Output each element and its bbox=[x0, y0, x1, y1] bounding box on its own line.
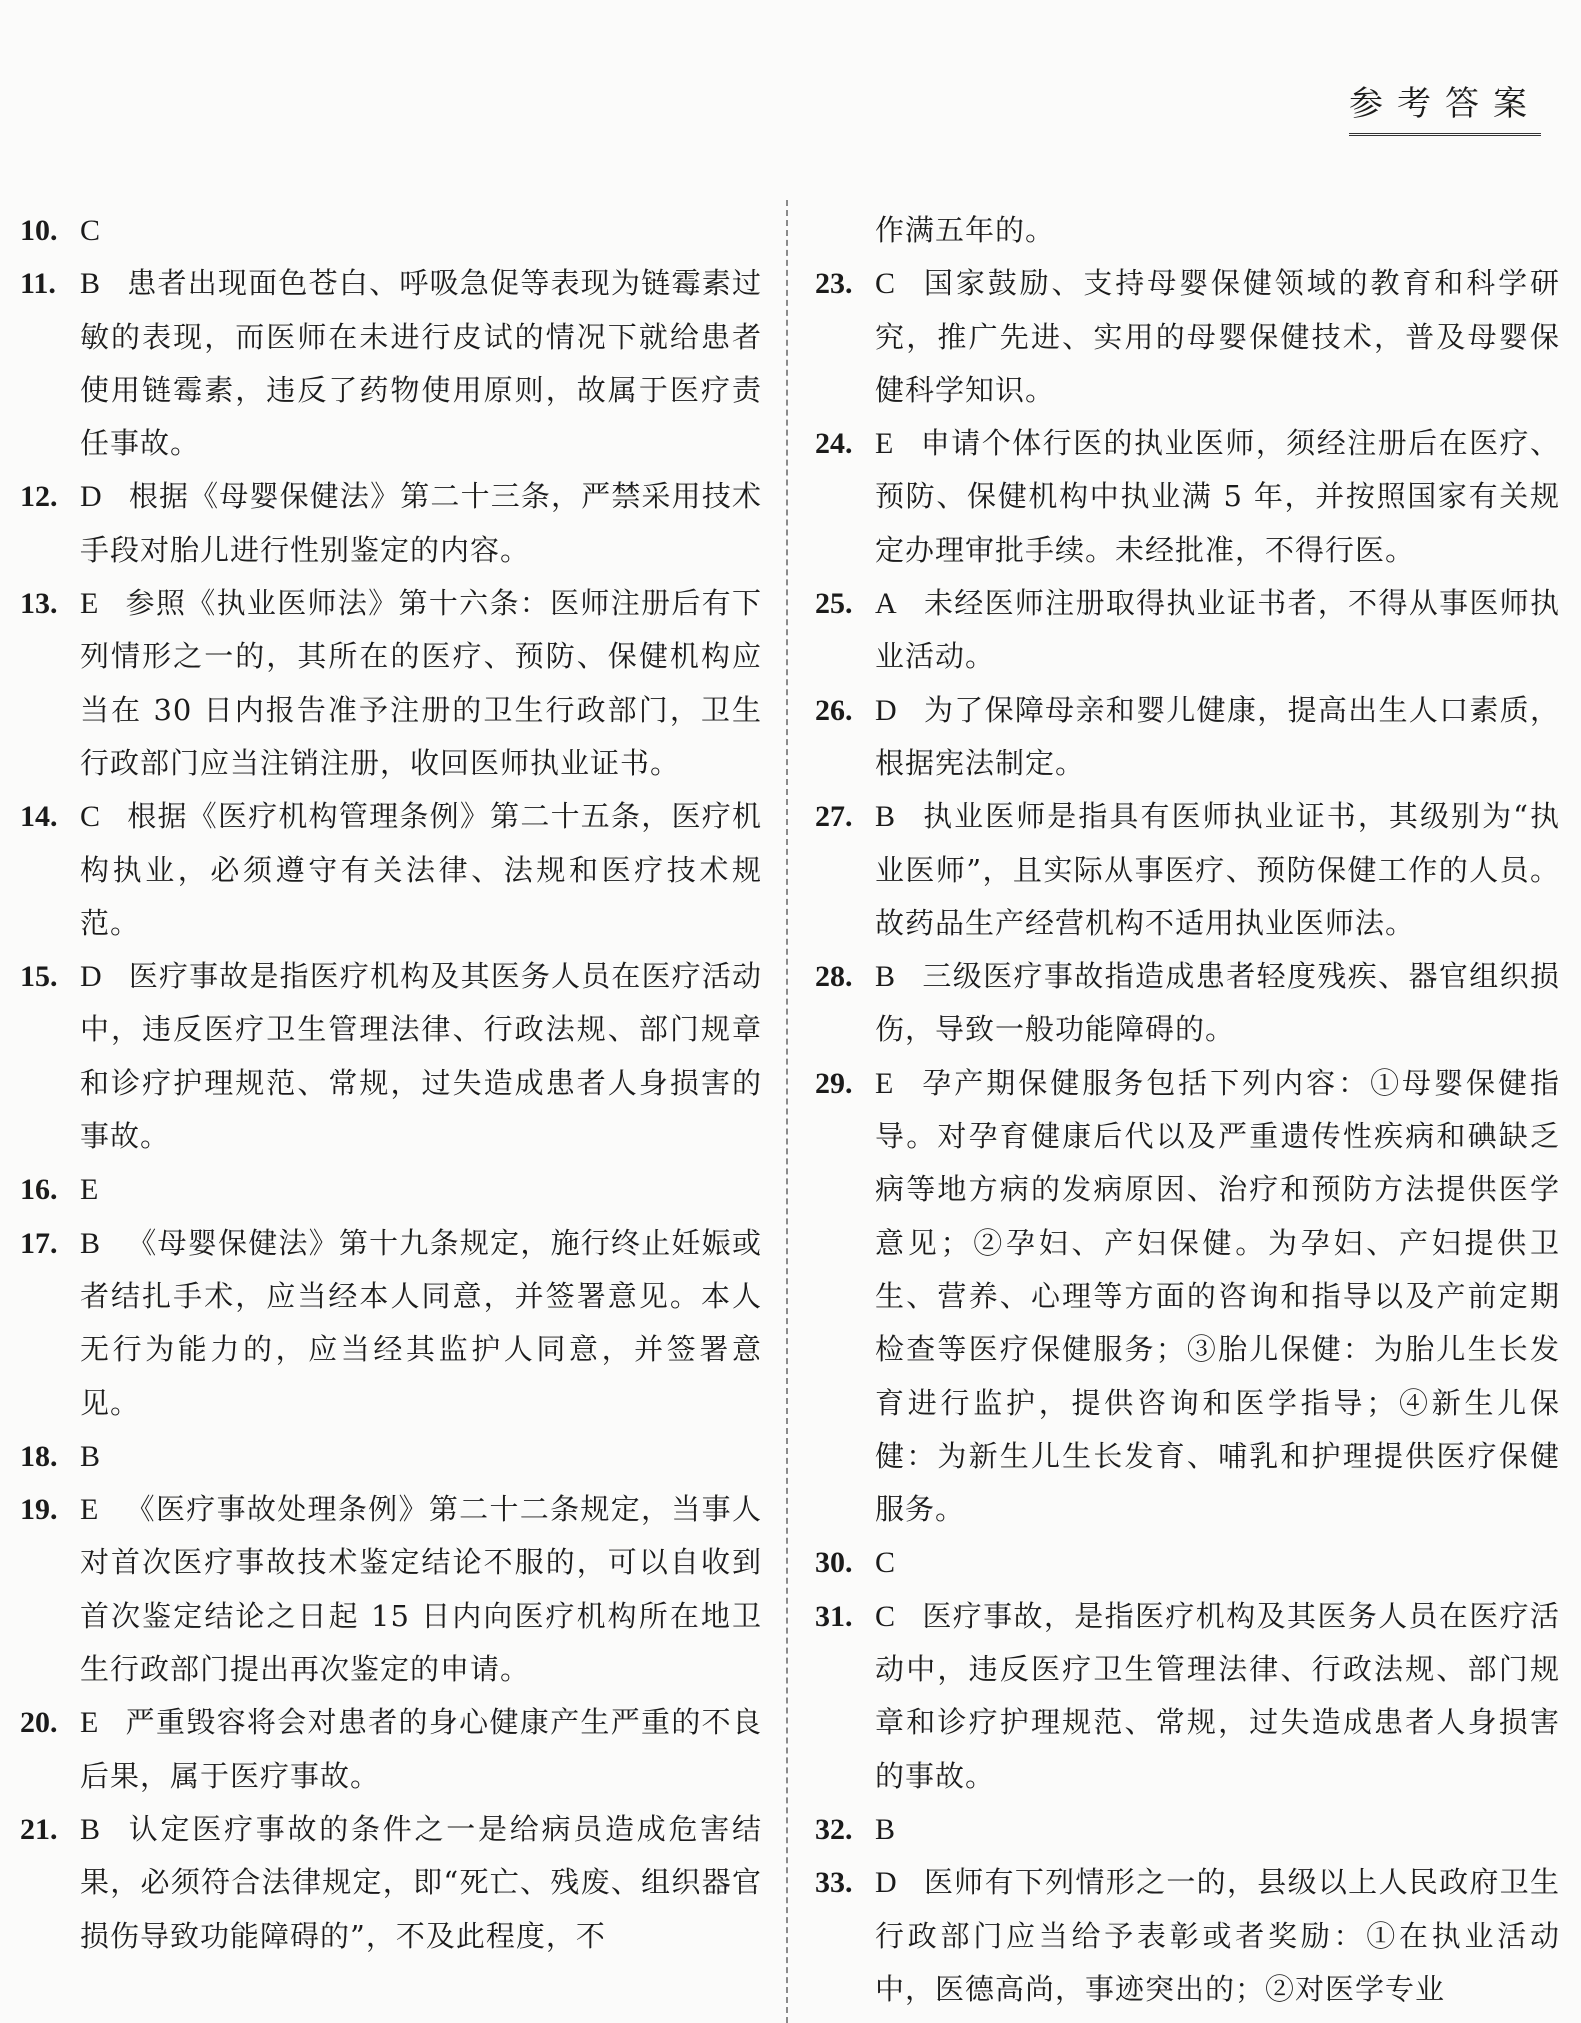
answer-item bbox=[20, 950, 762, 1163]
question-number: 31. bbox=[815, 1599, 853, 1633]
answer-body bbox=[80, 204, 762, 257]
answer-item bbox=[20, 1483, 762, 1696]
question-number: 33. bbox=[815, 1866, 853, 1900]
answer-body bbox=[80, 950, 762, 1163]
answer-letter: B bbox=[80, 267, 102, 301]
answer-body bbox=[875, 417, 1560, 577]
answer-body bbox=[80, 1696, 762, 1803]
explanation-text: 《医疗事故处理条例》第二十二条规定，当事人对首次医疗事故技术鉴定结论不服的，可以自收到首次鉴定结论之日起 15 日内向医疗机构所在地卫生行政部门提出再次鉴定的申请。 bbox=[80, 1492, 762, 1687]
answer-item bbox=[20, 1217, 762, 1430]
question-number: 21. bbox=[20, 1812, 58, 1846]
answer-item bbox=[815, 1856, 1560, 2016]
explanation-text: 参照《执业医师法》第十六条：医师注册后有下列情形之一的，其所在的医疗、预防、保健机构应当在 30 日内报告准予注册的卫生行政部门，卫生行政部门应当注销注册，收回医师执业证书。 bbox=[80, 586, 762, 780]
question-number: 19. bbox=[20, 1493, 58, 1527]
explanation-text: 患者出现面色苍白、呼吸急促等表现为链霉素过敏的表现，而医师在未进行皮试的情况下就给患者使用链霉素，违反了药物使用原则，故属于医疗责任事故。 bbox=[80, 266, 762, 461]
answer-body bbox=[875, 1590, 1560, 1803]
answer-item bbox=[20, 1696, 762, 1803]
answer-letter: B bbox=[80, 1812, 102, 1846]
question-number: 32. bbox=[815, 1812, 853, 1846]
question-number: 17. bbox=[20, 1226, 58, 1260]
answer-body bbox=[875, 950, 1560, 1057]
question-number: 26. bbox=[815, 693, 853, 727]
right-column bbox=[815, 204, 1560, 2016]
answer-item bbox=[20, 204, 762, 257]
question-number: 12. bbox=[20, 480, 58, 514]
answer-body bbox=[875, 577, 1560, 684]
answer-body bbox=[80, 1163, 762, 1216]
answer-item bbox=[815, 1803, 1560, 1856]
answer-letter: C bbox=[875, 267, 897, 301]
answer-item bbox=[20, 577, 762, 790]
explanation-text: 医疗事故，是指医疗机构及其医务人员在医疗活动中，违反医疗卫生管理法律、行政法规、部门规章和诊疗护理规范、常规，过失造成患者人身损害的事故。 bbox=[875, 1598, 1560, 1793]
answer-letter: C bbox=[875, 1599, 897, 1633]
answer-letter: B bbox=[875, 1812, 897, 1846]
explanation-text: 申请个体行医的执业医师，须经注册后在医疗、预防、保健机构中执业满 5 年，并按照国家有关规定办理审批手续。未经批准，不得行医。 bbox=[875, 426, 1560, 567]
answer-item bbox=[20, 1430, 762, 1483]
column-divider bbox=[786, 200, 788, 2023]
question-number: 25. bbox=[815, 587, 853, 621]
answer-body bbox=[80, 790, 762, 950]
answer-item bbox=[815, 1590, 1560, 1803]
explanation-text: 根据《母婴保健法》第二十三条，严禁采用技术手段对胎儿进行性别鉴定的内容。 bbox=[80, 479, 762, 567]
explanation-text: 医师有下列情形之一的，县级以上人民政府卫生行政部门应当给予表彰或者奖励：①在执业活动中，医德高尚，事迹突出的；②对医学专业 bbox=[875, 1865, 1560, 2006]
question-number: 15. bbox=[20, 960, 58, 994]
page-header: 参考答案 bbox=[1349, 76, 1541, 136]
question-number: 23. bbox=[815, 267, 853, 301]
explanation-text: 国家鼓励、支持母婴保健领域的教育和科学研究，推广先进、实用的母婴保健技术，普及母婴保健科学知识。 bbox=[875, 266, 1560, 407]
answer-body bbox=[875, 257, 1560, 417]
explanation-text: 根据《医疗机构管理条例》第二十五条，医疗机构执业，必须遵守有关法律、法规和医疗技术规范。 bbox=[80, 799, 762, 940]
question-number: 30. bbox=[815, 1546, 853, 1580]
answer-letter: B bbox=[80, 1439, 102, 1473]
answer-letter: B bbox=[80, 1226, 102, 1260]
answer-body bbox=[875, 790, 1560, 950]
question-number: 27. bbox=[815, 800, 853, 834]
question-number: 24. bbox=[815, 427, 853, 461]
answer-body bbox=[80, 1430, 762, 1483]
question-number: 13. bbox=[20, 587, 58, 621]
question-number: 18. bbox=[20, 1439, 58, 1473]
question-number: 16. bbox=[20, 1173, 58, 1207]
answer-letter: A bbox=[875, 587, 898, 621]
question-number: 28. bbox=[815, 960, 853, 994]
answer-letter: C bbox=[80, 800, 102, 834]
answer-letter: B bbox=[875, 960, 897, 994]
question-number: 29. bbox=[815, 1066, 853, 1100]
answer-item bbox=[20, 257, 762, 470]
question-number: 20. bbox=[20, 1706, 58, 1740]
answer-item bbox=[815, 790, 1560, 950]
continuation-text: 作满五年的。 bbox=[875, 213, 1056, 247]
question-number: 11. bbox=[20, 267, 56, 301]
explanation-text: 执业医师是指具有医师执业证书，其级别为“执业医师”，且实际从事医疗、预防保健工作的人员。故药品生产经营机构不适用执业医师法。 bbox=[875, 799, 1560, 940]
answer-letter: E bbox=[80, 1173, 100, 1207]
answer-letter: C bbox=[875, 1546, 897, 1580]
answer-letter: D bbox=[875, 693, 898, 727]
answer-body bbox=[875, 1856, 1560, 2016]
left-column bbox=[20, 204, 762, 1963]
explanation-text: 严重毁容将会对患者的身心健康产生严重的不良后果，属于医疗事故。 bbox=[80, 1705, 762, 1793]
answer-letter: D bbox=[875, 1866, 898, 1900]
answer-body bbox=[875, 1057, 1560, 1537]
answer-item bbox=[815, 257, 1560, 417]
answer-item bbox=[815, 577, 1560, 684]
answer-body bbox=[875, 1803, 1560, 1856]
answer-body bbox=[80, 577, 762, 790]
answer-body bbox=[80, 1483, 762, 1696]
answer-letter: E bbox=[80, 1493, 100, 1527]
answer-item bbox=[20, 1803, 762, 1963]
explanation-text: 三级医疗事故指造成患者轻度残疾、器官组织损伤，导致一般功能障碍的。 bbox=[875, 959, 1560, 1047]
answer-item bbox=[815, 1536, 1560, 1589]
answer-letter: C bbox=[80, 214, 102, 247]
answer-body bbox=[80, 1803, 762, 1963]
answer-letter: D bbox=[80, 480, 103, 514]
answer-item bbox=[20, 790, 762, 950]
explanation-text: 认定医疗事故的条件之一是给病员造成危害结果，必须符合法律规定，即“死亡、残废、组织器官损伤导致功能障碍的”，不及此程度，不 bbox=[80, 1811, 762, 1953]
explanation-text: 医疗事故是指医疗机构及其医务人员在医疗活动中，违反医疗卫生管理法律、行政法规、部门规章和诊疗护理规范、常规，过失造成患者人身损害的事故。 bbox=[80, 959, 762, 1154]
answer-item bbox=[815, 684, 1560, 791]
answer-item bbox=[20, 470, 762, 577]
answer-item bbox=[815, 950, 1560, 1057]
answer-body bbox=[875, 684, 1560, 791]
answer-letter: E bbox=[875, 1066, 895, 1100]
explanation-text: 未经医师注册取得执业证书者，不得从事医师执业活动。 bbox=[875, 586, 1560, 674]
answer-item bbox=[815, 1057, 1560, 1537]
answer-letter: E bbox=[80, 587, 100, 621]
answer-letter: E bbox=[875, 427, 895, 461]
explanation-text: 孕产期保健服务包括下列内容：①母婴保健指导。对孕育健康后代以及严重遗传性疾病和碘缺乏病等地方病的发病原因、治疗和预防方法提供医学意见；②孕妇、产妇保健。为孕妇、产妇提供卫生、营养、心理等方面的咨询和指导以及产前定期检查等医疗保健服务；③胎儿保健：为胎儿生长发育进行监护，提供咨询和医学指导；④新生儿保健：为新生儿生长发育、哺乳和护理提供医疗保健服务。 bbox=[875, 1065, 1560, 1527]
answer-letter: D bbox=[80, 960, 103, 994]
question-number: 10. bbox=[20, 214, 58, 247]
answer-letter: E bbox=[80, 1706, 100, 1740]
answer-item bbox=[815, 417, 1560, 577]
answer-body bbox=[875, 1536, 1560, 1589]
explanation-text: 《母婴保健法》第十九条规定，施行终止妊娠或者结扎手术，应当经本人同意，并签署意见。本人无行为能力的，应当经其监护人同意，并签署意见。 bbox=[80, 1225, 762, 1420]
question-number: 14. bbox=[20, 800, 58, 834]
answer-body bbox=[80, 470, 762, 577]
explanation-text: 为了保障母亲和婴儿健康，提高出生人口素质，根据宪法制定。 bbox=[875, 692, 1560, 780]
answer-item bbox=[20, 1163, 762, 1216]
answer-letter: B bbox=[875, 800, 897, 834]
answer-body bbox=[80, 257, 762, 470]
answer-body bbox=[80, 1217, 762, 1430]
